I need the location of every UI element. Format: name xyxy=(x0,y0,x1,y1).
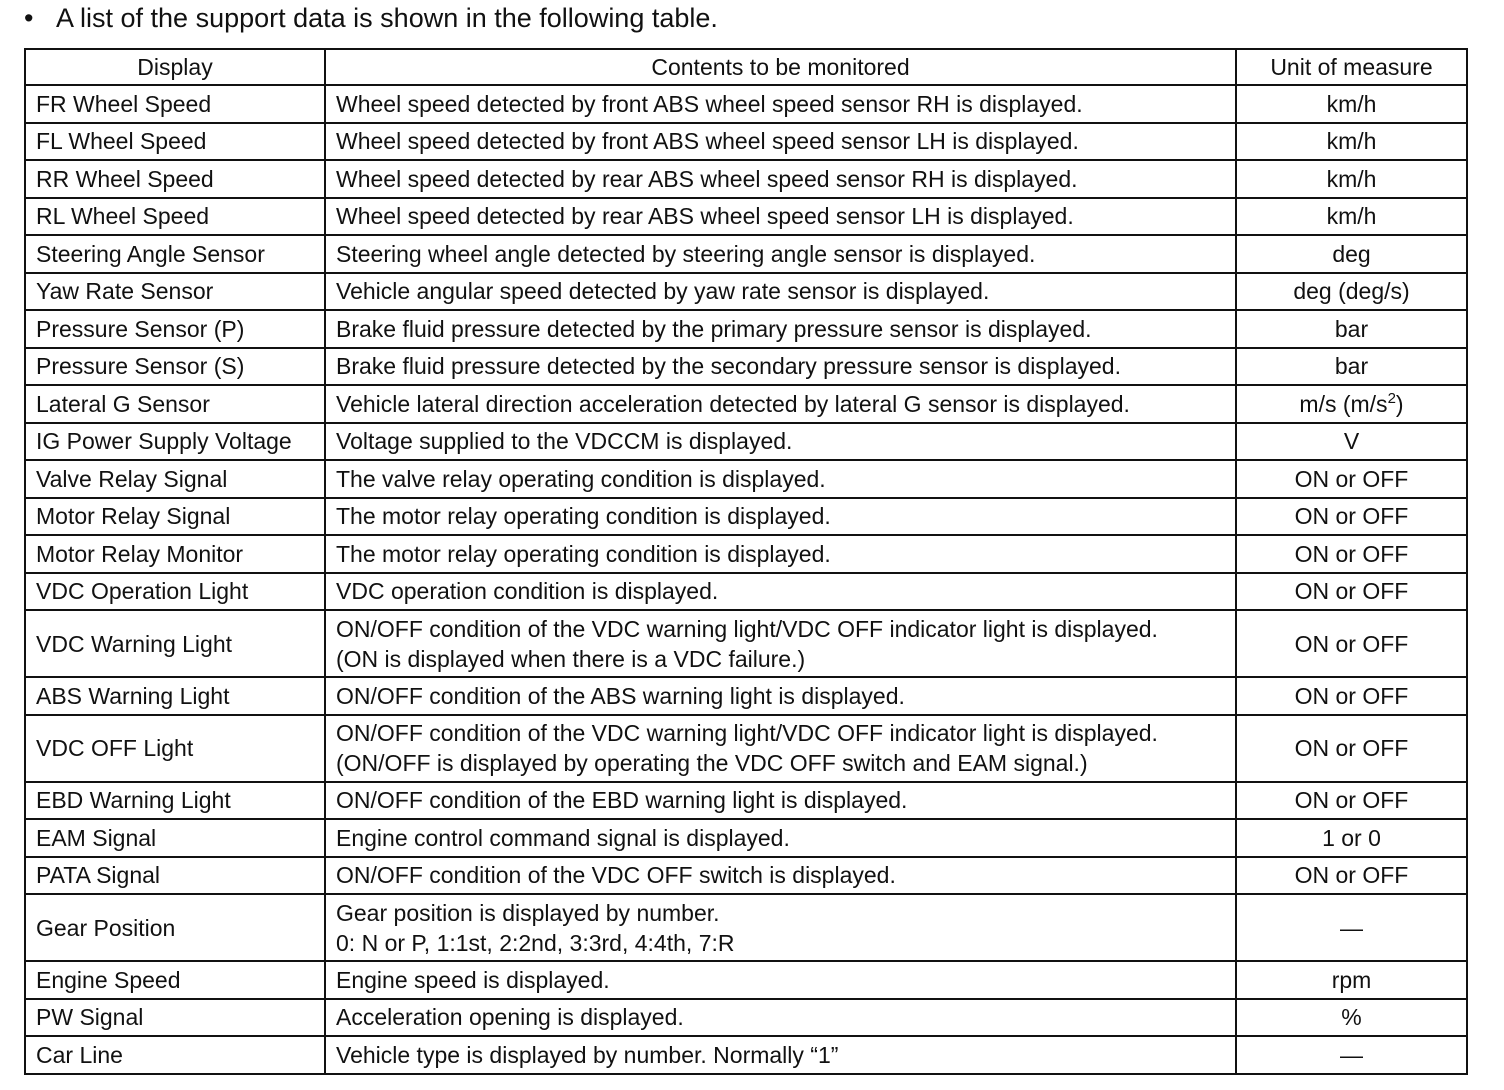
header-contents: Contents to be monitored xyxy=(325,49,1236,85)
cell-display: ABS Warning Light xyxy=(25,677,325,715)
cell-display: RR Wheel Speed xyxy=(25,160,325,198)
cell-contents xyxy=(325,235,1236,273)
cell-display: PW Signal xyxy=(25,999,325,1037)
contents-line: Engine speed is displayed. xyxy=(336,966,610,993)
unit-text: ON or OFF xyxy=(1294,630,1409,657)
cell-contents xyxy=(325,123,1236,161)
unit-text: km/h xyxy=(1326,90,1377,117)
cell-contents xyxy=(325,273,1236,311)
header-row xyxy=(25,49,1467,85)
table-row xyxy=(25,961,1467,999)
cell-contents xyxy=(325,310,1236,348)
cell-contents xyxy=(325,677,1236,715)
contents-line: Gear position is displayed by number. xyxy=(336,899,720,926)
cell-unit xyxy=(1236,460,1467,498)
bullet-icon: • xyxy=(24,3,34,33)
unit-text: m/s (m/s xyxy=(1299,390,1388,417)
cell-display: PATA Signal xyxy=(25,857,325,895)
cell-unit xyxy=(1236,894,1467,961)
cell-unit xyxy=(1236,273,1467,311)
cell-contents xyxy=(325,573,1236,611)
table-row xyxy=(25,198,1467,236)
cell-contents xyxy=(325,715,1236,782)
contents-line: ON/OFF condition of the ABS warning light is displayed. xyxy=(336,682,905,709)
unit-text: ON or OFF xyxy=(1294,735,1409,761)
cell-unit xyxy=(1236,85,1467,123)
unit-superscript: 2 xyxy=(1387,389,1396,407)
contents-line: Wheel speed detected by front ABS wheel speed sensor LH is displayed. xyxy=(336,128,1079,155)
cell-display: Lateral G Sensor xyxy=(25,385,325,423)
unit-text: ON or OFF xyxy=(1294,540,1409,567)
cell-display: Motor Relay Signal xyxy=(25,498,325,536)
contents-line: Wheel speed detected by rear ABS wheel speed sensor RH is displayed. xyxy=(336,165,1078,192)
unit-text: ON or OFF xyxy=(1294,787,1409,814)
unit-text: — xyxy=(1340,1041,1363,1068)
cell-display: VDC Warning Light xyxy=(25,610,325,677)
cell-unit xyxy=(1236,235,1467,273)
table-row xyxy=(25,535,1467,573)
contents-line: Vehicle lateral direction acceleration detected by lateral G sensor is displayed. xyxy=(336,390,1130,417)
table-body xyxy=(25,85,1467,1074)
cell-contents xyxy=(325,535,1236,573)
cell-contents xyxy=(325,961,1236,999)
unit-text: km/h xyxy=(1326,203,1377,230)
contents-line: VDC operation condition is displayed. xyxy=(336,578,719,605)
cell-unit xyxy=(1236,782,1467,820)
table-row xyxy=(25,999,1467,1037)
cell-contents xyxy=(325,857,1236,895)
intro-text: A list of the support data is shown in the following table. xyxy=(56,3,718,33)
cell-unit xyxy=(1236,423,1467,461)
unit-text: km/h xyxy=(1326,128,1377,155)
table-row xyxy=(25,85,1467,123)
cell-unit xyxy=(1236,310,1467,348)
cell-unit xyxy=(1236,999,1467,1037)
contents-line: The motor relay operating condition is displayed. xyxy=(336,540,831,567)
cell-display: Valve Relay Signal xyxy=(25,460,325,498)
table-row xyxy=(25,677,1467,715)
contents-line: 0: N or P, 1:1st, 2:2nd, 3:3rd, 4:4th, 7:R xyxy=(336,929,735,956)
cell-unit xyxy=(1236,715,1467,782)
cell-display: EBD Warning Light xyxy=(25,782,325,820)
cell-contents xyxy=(325,160,1236,198)
contents-line: ON/OFF condition of the EBD warning light is displayed. xyxy=(336,787,908,814)
cell-display: Motor Relay Monitor xyxy=(25,535,325,573)
cell-contents xyxy=(325,498,1236,536)
table-row xyxy=(25,498,1467,536)
table-row xyxy=(25,715,1467,782)
unit-text: 1 or 0 xyxy=(1322,824,1381,851)
unit-text: deg (deg/s) xyxy=(1293,278,1410,305)
contents-line: Voltage supplied to the VDCCM is displayed. xyxy=(336,428,793,455)
cell-display: Yaw Rate Sensor xyxy=(25,273,325,311)
support-data-table xyxy=(24,48,1468,1075)
unit-text: km/h xyxy=(1326,165,1377,192)
table-row xyxy=(25,273,1467,311)
cell-unit xyxy=(1236,385,1467,423)
table-row xyxy=(25,123,1467,161)
cell-unit xyxy=(1236,198,1467,236)
table-row xyxy=(25,610,1467,677)
contents-line: ON/OFF condition of the VDC OFF switch is displayed. xyxy=(336,862,896,889)
cell-display: VDC Operation Light xyxy=(25,573,325,611)
unit-text: % xyxy=(1341,1004,1362,1031)
cell-display: IG Power Supply Voltage xyxy=(25,423,325,461)
table-row xyxy=(25,782,1467,820)
contents-line: Steering wheel angle detected by steering angle sensor is displayed. xyxy=(336,240,1036,267)
contents-line: Vehicle type is displayed by number. Normally “1” xyxy=(336,1041,839,1068)
contents-line: Wheel speed detected by rear ABS wheel speed sensor LH is displayed. xyxy=(336,203,1074,230)
cell-display: Engine Speed xyxy=(25,961,325,999)
unit-text: bar xyxy=(1334,315,1369,342)
table-row xyxy=(25,160,1467,198)
unit-text: — xyxy=(1340,914,1363,941)
cell-unit xyxy=(1236,123,1467,161)
cell-contents xyxy=(325,85,1236,123)
table-row xyxy=(25,1036,1467,1074)
header-unit: Unit of measure xyxy=(1236,49,1467,85)
cell-unit xyxy=(1236,857,1467,895)
cell-contents xyxy=(325,198,1236,236)
contents-line: Wheel speed detected by front ABS wheel speed sensor RH is displayed. xyxy=(336,90,1083,117)
cell-unit xyxy=(1236,610,1467,677)
table-row xyxy=(25,385,1467,423)
unit-text: ON or OFF xyxy=(1294,578,1409,605)
cell-contents xyxy=(325,423,1236,461)
cell-unit xyxy=(1236,1036,1467,1074)
cell-unit xyxy=(1236,535,1467,573)
cell-unit xyxy=(1236,573,1467,611)
cell-unit xyxy=(1236,819,1467,857)
cell-contents xyxy=(325,894,1236,961)
unit-text: rpm xyxy=(1331,966,1372,993)
contents-line: Engine control command signal is displayed. xyxy=(336,824,790,851)
cell-contents xyxy=(325,999,1236,1037)
unit-text: bar xyxy=(1334,353,1369,380)
table-row xyxy=(25,819,1467,857)
cell-contents xyxy=(325,610,1236,677)
contents-line: The motor relay operating condition is displayed. xyxy=(336,503,831,530)
contents-line: Vehicle angular speed detected by yaw rate sensor is displayed. xyxy=(336,278,990,305)
table-row xyxy=(25,423,1467,461)
cell-display: FL Wheel Speed xyxy=(25,123,325,161)
cell-contents xyxy=(325,348,1236,386)
cell-contents xyxy=(325,385,1236,423)
table-row xyxy=(25,573,1467,611)
table-row xyxy=(25,857,1467,895)
table-row xyxy=(25,348,1467,386)
cell-unit xyxy=(1236,498,1467,536)
cell-unit xyxy=(1236,348,1467,386)
table-row xyxy=(25,894,1467,961)
cell-display: Pressure Sensor (S) xyxy=(25,348,325,386)
unit-tail: ) xyxy=(1395,390,1404,417)
cell-display: Steering Angle Sensor xyxy=(25,235,325,273)
unit-text: V xyxy=(1343,428,1360,455)
unit-text: ON or OFF xyxy=(1294,503,1409,530)
unit-text: ON or OFF xyxy=(1294,465,1409,492)
cell-display: RL Wheel Speed xyxy=(25,198,325,236)
contents-line: ON/OFF condition of the VDC warning light/VDC OFF indicator light is displayed. xyxy=(336,720,1158,746)
table-row xyxy=(25,235,1467,273)
contents-line: (ON/OFF is displayed by operating the VDC OFF switch and EAM signal.) xyxy=(336,750,1088,776)
cell-unit xyxy=(1236,961,1467,999)
cell-display: Pressure Sensor (P) xyxy=(25,310,325,348)
unit-text: ON or OFF xyxy=(1294,862,1409,889)
cell-display: FR Wheel Speed xyxy=(25,85,325,123)
table-row xyxy=(25,460,1467,498)
cell-contents xyxy=(325,1036,1236,1074)
contents-line: Brake fluid pressure detected by the secondary pressure sensor is displayed. xyxy=(336,353,1121,380)
contents-line: ON/OFF condition of the VDC warning light/VDC OFF indicator light is displayed. xyxy=(336,615,1158,642)
cell-unit xyxy=(1236,160,1467,198)
contents-line: Acceleration opening is displayed. xyxy=(336,1004,684,1031)
cell-contents xyxy=(325,782,1236,820)
table-row xyxy=(25,310,1467,348)
cell-contents xyxy=(325,460,1236,498)
intro-line xyxy=(24,0,718,40)
cell-display: Car Line xyxy=(25,1036,325,1074)
cell-display: VDC OFF Light xyxy=(25,715,325,782)
cell-display: EAM Signal xyxy=(25,819,325,857)
header-display: Display xyxy=(25,49,325,85)
contents-line: (ON is displayed when there is a VDC failure.) xyxy=(336,645,806,672)
contents-line: Brake fluid pressure detected by the primary pressure sensor is displayed. xyxy=(336,315,1092,342)
cell-unit xyxy=(1236,677,1467,715)
cell-display: Gear Position xyxy=(25,894,325,961)
cell-contents xyxy=(325,819,1236,857)
unit-text: ON or OFF xyxy=(1294,682,1409,709)
unit-text: deg xyxy=(1332,240,1371,267)
contents-line: The valve relay operating condition is displayed. xyxy=(336,465,826,492)
